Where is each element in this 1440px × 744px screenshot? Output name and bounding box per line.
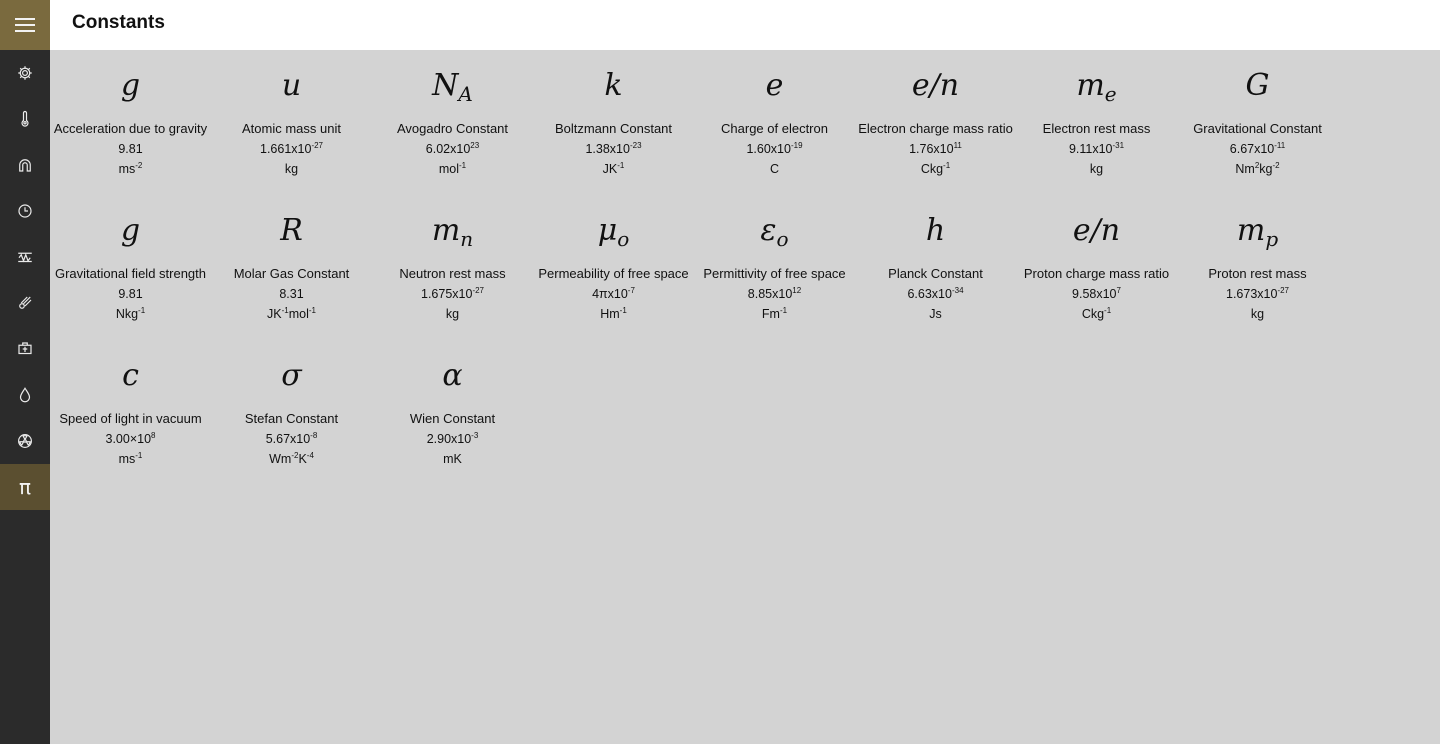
unit-exponent: -2 [1272, 161, 1280, 170]
unit-exponent: -1 [1104, 306, 1112, 315]
constant-value [694, 142, 855, 156]
constant-value [211, 432, 372, 446]
constant-symbol [50, 203, 211, 259]
symbol-main: e/n [911, 68, 960, 103]
constant-unit [372, 307, 533, 321]
constant-name: Permeability of free space [538, 266, 689, 281]
symbol-main: c [122, 358, 139, 393]
unit-base: Wm [269, 452, 292, 466]
constant-card [50, 203, 211, 348]
constant-symbol [1016, 58, 1177, 114]
constant-name: Stefan Constant [244, 411, 339, 426]
value-base: 9.81 [118, 142, 143, 156]
unit-exponent: -1 [943, 161, 951, 170]
constant-name: Gravitational Constant [1193, 121, 1322, 136]
sidebar-item-magnetism[interactable] [0, 142, 50, 188]
constant-value [1016, 287, 1177, 301]
constant-card [855, 58, 1016, 203]
constant-unit [694, 162, 855, 176]
constant-name: Proton rest mass [1208, 266, 1307, 281]
gear-icon [16, 64, 34, 82]
value-base: 1.76x10 [909, 142, 954, 156]
unit-base: Ckg [920, 162, 944, 176]
value-exponent: 23 [470, 141, 480, 150]
constant-symbol [211, 58, 372, 114]
constant-card [50, 58, 211, 203]
value-exponent: 7 [1116, 286, 1121, 295]
symbol-main: m [1076, 68, 1105, 103]
value-exponent: -23 [629, 141, 642, 150]
value-base: 6.02x10 [425, 142, 471, 156]
constant-unit [1177, 307, 1338, 321]
unit-base: JK [267, 307, 282, 321]
wave-icon [16, 248, 34, 266]
constant-unit [694, 307, 855, 321]
value-exponent: 11 [953, 141, 962, 150]
symbol-main: g [120, 68, 141, 103]
unit-exponent: -1 [459, 161, 467, 170]
value-base: 1.60x10 [746, 142, 791, 156]
constant-symbol [50, 348, 211, 404]
constant-symbol [372, 203, 533, 259]
constant-value [372, 287, 533, 301]
symbol-main: N [432, 68, 459, 103]
constant-name: Avogadro Constant [396, 121, 509, 136]
symbol-subscript: p [1265, 227, 1279, 251]
unit-exponent: -1 [619, 306, 627, 315]
unit-base: mol [438, 162, 460, 176]
value-exponent: -7 [627, 286, 635, 295]
page-title: Constants [72, 12, 165, 33]
value-exponent: -27 [311, 141, 323, 150]
constant-symbol [211, 348, 372, 404]
constant-unit [1016, 162, 1177, 176]
unit-base: C [769, 162, 780, 176]
symbol-subscript: A [458, 82, 473, 106]
constant-unit [533, 162, 694, 176]
constant-value [1016, 142, 1177, 156]
unit-base: kg [1089, 162, 1104, 176]
drop-icon [16, 386, 34, 404]
constant-name: Proton charge mass ratio [1023, 266, 1170, 281]
constant-value [533, 287, 694, 301]
symbol-main: m [1236, 213, 1266, 248]
sidebar-item-fluids[interactable] [0, 372, 50, 418]
value-exponent: -31 [1112, 141, 1125, 150]
unit-base: kg [445, 307, 460, 321]
unit-exponent: -2 [135, 161, 143, 170]
sidebar-item-thermal[interactable] [0, 96, 50, 142]
value-base: 1.675x10 [421, 287, 473, 301]
constant-symbol [694, 203, 855, 259]
constant-unit [211, 307, 372, 321]
constant-unit [855, 162, 1016, 176]
sidebar-item-nuclear[interactable] [0, 418, 50, 464]
value-base: 2.90x10 [426, 432, 472, 446]
value-exponent: -8 [310, 431, 318, 440]
unit-base: kg [1259, 162, 1273, 176]
value-base: 4πx10 [592, 287, 628, 301]
constant-unit [372, 452, 533, 466]
symbol-subscript: e [1104, 82, 1117, 106]
unit-exponent: -1 [281, 306, 289, 315]
value-exponent: -3 [471, 431, 479, 440]
constant-value [50, 287, 211, 301]
symbol-main: m [431, 213, 461, 248]
constant-name: Wien Constant [409, 411, 496, 426]
unit-exponent: -1 [617, 161, 625, 170]
constant-value [1177, 142, 1338, 156]
constant-name: Boltzmann Constant [554, 121, 673, 136]
constant-name: Permittivity of free space [703, 266, 846, 281]
sidebar-item-constants[interactable] [0, 464, 50, 510]
symbol-main: ε [760, 213, 777, 248]
constant-card [533, 203, 694, 348]
constant-card [211, 348, 372, 493]
constant-unit [1177, 162, 1338, 176]
constant-card [1177, 203, 1338, 348]
constant-symbol [855, 58, 1016, 114]
comet-icon [16, 294, 34, 312]
unit-base: JK [602, 162, 618, 176]
unit-base: Hm [600, 307, 620, 321]
constant-card [1016, 58, 1177, 203]
unit-base: Ckg [1081, 307, 1105, 321]
unit-base: Nkg [115, 307, 139, 321]
constant-value [855, 142, 1016, 156]
sidebar-item-particles[interactable] [0, 326, 50, 372]
value-base: 5.67x10 [265, 432, 311, 446]
atom-box-icon [16, 340, 34, 358]
unit-exponent: -1 [779, 306, 788, 315]
symbol-subscript: o [776, 227, 789, 251]
unit-base: mK [443, 452, 462, 466]
value-base: 9.81 [118, 287, 143, 301]
constant-name: Neutron rest mass [399, 266, 506, 281]
value-base: 8.85x10 [747, 287, 793, 301]
unit-base: ms [118, 162, 136, 176]
sidebar [0, 0, 50, 744]
unit-exponent: -4 [306, 451, 314, 460]
constant-name: Acceleration due to gravity [53, 121, 208, 136]
constant-symbol [211, 203, 372, 259]
constant-card [372, 203, 533, 348]
value-exponent: 12 [792, 286, 802, 295]
constant-card [855, 203, 1016, 348]
value-exponent: -11 [1274, 141, 1286, 150]
constant-value [855, 287, 1016, 301]
sidebar-item-space[interactable] [0, 280, 50, 326]
constant-symbol [1177, 203, 1338, 259]
pi-icon: π [18, 475, 32, 499]
constants-grid [50, 58, 1338, 493]
symbol-main: μ [597, 213, 618, 248]
constant-unit [1016, 307, 1177, 321]
clock-icon [16, 202, 34, 220]
value-exponent: -34 [951, 286, 964, 295]
symbol-main: h [925, 213, 946, 248]
value-base: 6.63x10 [907, 287, 952, 301]
constant-unit [50, 452, 211, 466]
constant-card [50, 348, 211, 493]
constant-card [372, 348, 533, 493]
constant-value [694, 287, 855, 301]
constant-card [694, 58, 855, 203]
unit-exponent: -1 [308, 306, 316, 315]
value-base: 1.661x10 [260, 142, 312, 156]
constant-name: Electron rest mass [1042, 121, 1151, 136]
constant-name: Molar Gas Constant [233, 266, 350, 281]
value-base: 9.58x10 [1072, 287, 1117, 301]
sidebar-item-waves[interactable] [0, 234, 50, 280]
constant-unit [211, 452, 372, 466]
symbol-main: u [281, 68, 302, 103]
unit-base: kg [284, 162, 299, 176]
symbol-main: σ [281, 358, 302, 393]
constant-card [1016, 203, 1177, 348]
constant-name: Speed of light in vacuum [59, 411, 202, 426]
constant-value [372, 432, 533, 446]
unit-base: mol [288, 307, 309, 321]
sidebar-item-time[interactable] [0, 188, 50, 234]
constant-value [211, 287, 372, 301]
constant-symbol [372, 58, 533, 114]
constant-symbol [533, 203, 694, 259]
constant-name: Charge of electron [721, 121, 828, 136]
constant-name: Atomic mass unit [242, 121, 341, 136]
constant-card [372, 58, 533, 203]
constant-value [211, 142, 372, 156]
unit-base: ms [118, 452, 136, 466]
value-base: 8.31 [279, 287, 304, 301]
constant-name: Gravitational field strength [54, 266, 207, 281]
constant-card [1177, 58, 1338, 203]
constant-symbol [1016, 203, 1177, 259]
unit-exponent: -2 [291, 451, 299, 460]
constant-symbol [1177, 58, 1338, 114]
value-exponent: 8 [151, 431, 156, 440]
constant-card [694, 203, 855, 348]
constant-value [50, 142, 211, 156]
unit-exponent: 2 [1254, 161, 1260, 170]
value-exponent: -27 [472, 286, 484, 295]
constant-card [533, 58, 694, 203]
constant-symbol [50, 58, 211, 114]
unit-exponent: -1 [138, 306, 146, 315]
constant-symbol [694, 58, 855, 114]
value-base: 1.38x10 [585, 142, 630, 156]
header-bar [50, 0, 1440, 50]
constant-value [533, 142, 694, 156]
value-base: 9.11x10 [1068, 142, 1113, 156]
constant-unit [372, 162, 533, 176]
unit-exponent: -1 [135, 451, 143, 460]
symbol-main: G [1245, 68, 1270, 103]
value-base: 6.67x10 [1229, 142, 1275, 156]
hamburger-icon [15, 14, 35, 36]
constant-unit [855, 307, 1016, 321]
value-base: 1.673x10 [1226, 287, 1278, 301]
value-exponent: -27 [1277, 286, 1289, 295]
constant-symbol [533, 58, 694, 114]
constant-unit [50, 162, 211, 176]
constant-unit [50, 307, 211, 321]
constant-name: Planck Constant [888, 266, 983, 281]
constant-unit [533, 307, 694, 321]
constant-value [372, 142, 533, 156]
radiation-icon [16, 432, 34, 450]
constant-value [50, 432, 211, 446]
symbol-main: g [120, 213, 141, 248]
symbol-main: e [765, 68, 784, 103]
symbol-main: k [604, 68, 623, 103]
symbol-subscript: n [460, 227, 474, 251]
magnet-icon [16, 156, 34, 174]
unit-base: kg [1250, 307, 1265, 321]
value-exponent: -19 [790, 141, 803, 150]
sidebar-nav [0, 50, 50, 510]
constant-value [1177, 287, 1338, 301]
constant-unit [211, 162, 372, 176]
constant-card [211, 58, 372, 203]
sidebar-item-settings[interactable] [0, 50, 50, 96]
constant-symbol [372, 348, 533, 404]
thermometer-icon [16, 110, 34, 128]
value-base: 3.00×10 [105, 432, 152, 446]
unit-base: Js [929, 307, 942, 321]
hamburger-menu-button[interactable] [0, 0, 50, 50]
symbol-main: e/n [1072, 213, 1121, 248]
constant-symbol [855, 203, 1016, 259]
unit-base: Nm [1235, 162, 1255, 176]
symbol-subscript: o [617, 227, 630, 251]
unit-base: K [298, 452, 307, 466]
unit-base: Fm [761, 307, 780, 321]
constant-card [211, 203, 372, 348]
symbol-main: α [442, 358, 463, 393]
symbol-main: R [280, 213, 303, 248]
constant-name: Electron charge mass ratio [858, 121, 1013, 136]
